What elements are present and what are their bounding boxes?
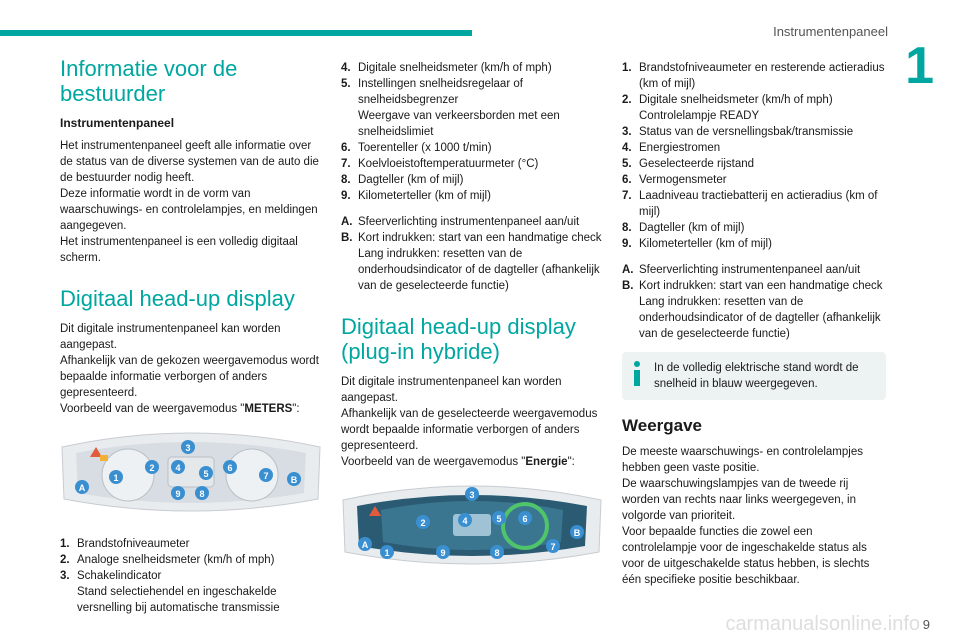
column-3 [622, 60, 886, 588]
list-item: 8. Dagteller (km of mijl) [341, 174, 464, 186]
list-item: 4. Energiestromen [622, 142, 721, 154]
section-title-display: Weergave [622, 416, 703, 435]
meters-label-A: A [78, 483, 86, 493]
list-item: 1. Brandstofniveaumeter en resterende actieradius (km of mijl) [622, 62, 885, 90]
meters-label-9: 9 [175, 489, 181, 499]
meters-paragraph-end: ": [292, 403, 300, 415]
header-accent-bar [0, 30, 472, 36]
list-item: 2. Digitale snelheidsmeter (km/h of mph) Controlelampje READY [622, 94, 833, 122]
energie-label-6: 6 [522, 514, 528, 524]
energie-paragraph [341, 374, 603, 470]
energie-label-9: 9 [440, 548, 446, 558]
page-number: 9 [922, 617, 930, 632]
column-2 [341, 60, 603, 589]
meters-label-7: 7 [263, 471, 269, 481]
energie-mode-name: Energie [525, 456, 568, 468]
energie-label-B: B [573, 528, 581, 538]
section-title-head-up: Digitaal head-up display [60, 286, 295, 311]
display-paragraph: De meeste waarschuwings- en controlelampjes hebben geen vaste positie. De waarschuwingslampjes van de tweede rij worden van rechts naar links weergegeven, in volgorde van prioriteit. Voor bepaalde functies die zowel een controlelampje voor de ingeschakelde status als voor de uitgeschakelde status hebben, is slechts één specifieke positie beschikbaar. [622, 446, 870, 586]
list-item: A. Sfeerverlichting instrumentenpaneel aan/uit [622, 264, 861, 276]
energie-cluster-figure [341, 480, 603, 570]
section-title-driver-info: Informatie voor de bestuurder [60, 56, 238, 106]
energie-label-1: 1 [384, 548, 390, 558]
list-item: A. Sfeerverlichting instrumentenpaneel aan/uit [341, 216, 580, 228]
meters-cluster-figure [60, 427, 322, 517]
meters-button-list [341, 214, 603, 294]
meters-legend-list-1 [60, 536, 322, 616]
subsection-title-instrument-panel: Instrumentenpaneel [60, 116, 175, 130]
list-item: 4. Digitale snelheidsmeter (km/h of mph) [341, 62, 552, 74]
meters-label-6: 6 [227, 463, 233, 473]
list-item: 1. Brandstofniveaumeter [60, 538, 190, 550]
energie-legend-list [622, 60, 886, 252]
list-item: 3. Status van de versnellingsbak/transmissie [622, 126, 854, 138]
section-title-hybrid: Digitaal head-up display (plug-in hybride) [341, 314, 576, 364]
meters-label-1: 1 [113, 473, 119, 483]
energie-paragraph-text: Dit digitale instrumentenpaneel kan worden aangepast. Afhankelijk van de geselecteerde weergavemodus wordt bepaalde informatie verborgen of anders gepresenteerd. Voorbeeld van de weergavemodus " [341, 376, 598, 468]
list-item: 7. Laadniveau tractiebatterij en actieradius (km of mijl) [622, 190, 878, 218]
info-icon [632, 361, 642, 387]
list-item: 2. Analoge snelheidsmeter (km/h of mph) [60, 554, 275, 566]
list-item: 7. Koelvloeistoftemperatuurmeter (°C) [341, 158, 539, 170]
running-header: Instrumentenpaneel [773, 24, 888, 39]
list-item: 5. Geselecteerde rijstand [622, 158, 755, 170]
meters-label-5: 5 [203, 469, 209, 479]
list-item: 3. Schakelindicator Stand selectiehendel en ingeschakelde versnelling bij automatische transmissie [60, 570, 280, 614]
meters-label-2: 2 [149, 463, 155, 473]
meters-label-B: B [290, 475, 298, 485]
list-item: 6. Vermogensmeter [622, 174, 727, 186]
meters-paragraph [60, 321, 322, 417]
meters-label-3: 3 [185, 443, 191, 453]
list-item: B. Kort indrukken: start van een handmatige check Lang indrukken: resetten van de onderhoudsindicator of de dagteller (afhankelijk van de geselecteerde functie) [622, 280, 883, 340]
energie-label-8: 8 [494, 548, 500, 558]
info-note [622, 352, 886, 400]
list-item: B. Kort indrukken: start van een handmatige check Lang indrukken: resetten van de onderhoudsindicator of de dagteller (afhankelijk van de geselecteerde functie) [341, 232, 602, 292]
intro-paragraph: Het instrumentenpaneel geeft alle informatie over de status van de diverse systemen van de auto die de bestuurder nodig heeft. Deze informatie wordt in de vorm van waarschuwings- en controlelampjes, en meldingen aangegeven. Het instrumentenpaneel is een volledig digitaal scherm. [60, 140, 319, 264]
list-item: 9. Kilometerteller (km of mijl) [622, 238, 772, 250]
energie-label-2: 2 [420, 518, 426, 528]
energie-label-3: 3 [469, 490, 475, 500]
meters-paragraph-text: Dit digitale instrumentenpaneel kan worden aangepast. Afhankelijk van de gekozen weergavemodus wordt bepaalde informatie verborgen of anders gepresenteerd. Voorbeeld van de weergavemodus " [60, 323, 319, 415]
meters-legend-list-2 [341, 60, 603, 204]
list-item: 8. Dagteller (km of mijl) [622, 222, 745, 234]
energie-label-4: 4 [462, 516, 468, 526]
meters-label-8: 8 [199, 489, 205, 499]
chapter-number: 1 [905, 37, 934, 95]
energie-paragraph-end: ": [567, 456, 575, 468]
watermark: carmanualsonline.info [725, 613, 920, 635]
meters-mode-name: METERS [244, 403, 293, 415]
list-item: 9. Kilometerteller (km of mijl) [341, 190, 491, 202]
meters-label-4: 4 [175, 463, 181, 473]
energie-label-5: 5 [496, 514, 502, 524]
list-item: 5. Instellingen snelheidsregelaar of snelheidsbegrenzer Weergave van verkeersborden met een snelheidslimiet [341, 78, 560, 138]
list-item: 6. Toerenteller (x 1000 t/min) [341, 142, 492, 154]
column-1 [60, 56, 322, 626]
energie-label-A: A [361, 540, 369, 550]
energie-label-7: 7 [550, 542, 556, 552]
energie-button-list [622, 262, 886, 342]
info-note-text: In de volledig elektrische stand wordt de snelheid in blauw weergegeven. [654, 362, 859, 390]
